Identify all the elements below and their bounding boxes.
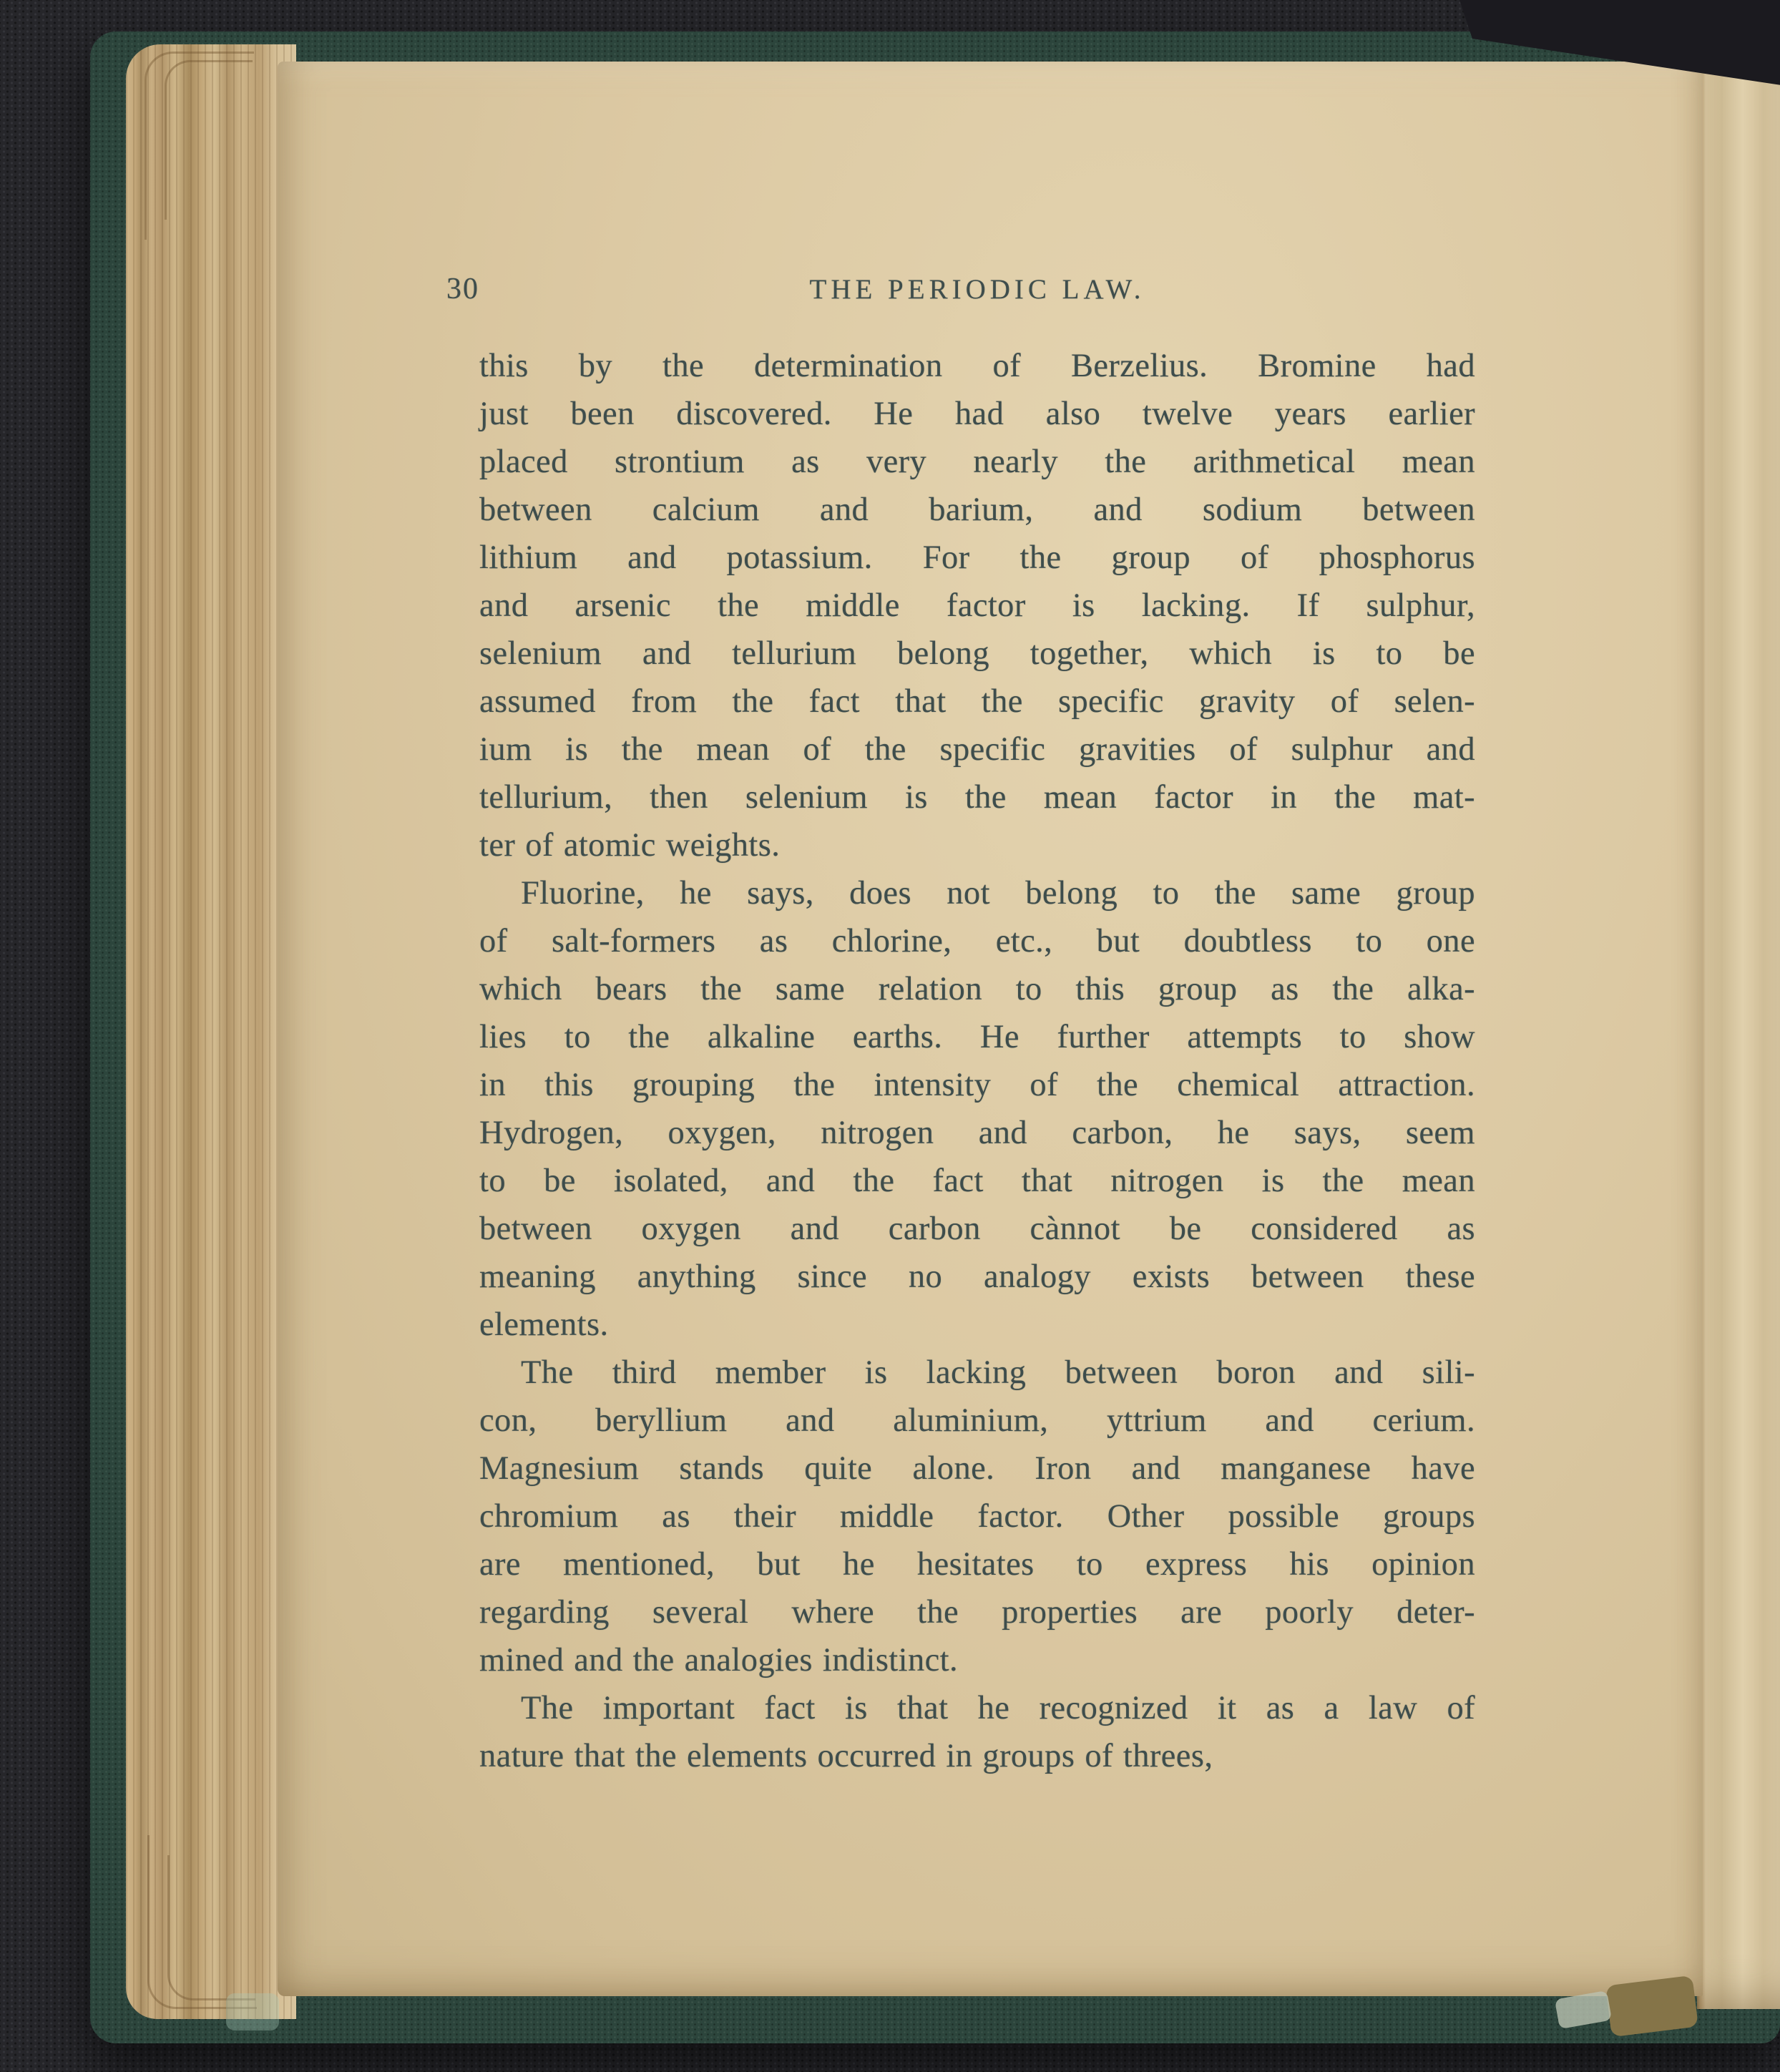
page-stack-fore-edges bbox=[126, 44, 296, 2019]
text-line: lies to the alkaline earths. He further attempts to show bbox=[479, 1019, 1475, 1055]
text-line: and arsenic the middle factor is lacking. If sulphur, bbox=[479, 587, 1475, 624]
text-line: Magnesium stands quite alone. Iron and manganese have bbox=[479, 1450, 1475, 1487]
text-line: placed strontium as very nearly the arithmetical mean bbox=[479, 444, 1475, 480]
underlying-page-fore-edge bbox=[1697, 68, 1780, 2009]
paragraph bbox=[479, 869, 1475, 1349]
text-line: mined and the analogies indistinct. bbox=[479, 1642, 958, 1678]
text-line: ter of atomic weights. bbox=[479, 827, 781, 864]
text-line: elements. bbox=[479, 1306, 609, 1343]
paragraph bbox=[479, 342, 1475, 869]
text-line: this by the determination of Berzelius. Bromine had bbox=[479, 348, 1475, 384]
paragraph bbox=[479, 1684, 1475, 1780]
running-head bbox=[278, 268, 1703, 311]
text-line: between oxygen and carbon cànnot be considered as bbox=[479, 1211, 1475, 1247]
text-line: just been discovered. He had also twelve years earlier bbox=[479, 396, 1475, 432]
text-line: ium is the mean of the specific gravities of sulphur and bbox=[479, 731, 1475, 768]
text-line: chromium as their middle factor. Other possible groups bbox=[479, 1498, 1475, 1535]
page-edge-curve bbox=[165, 60, 253, 220]
text-line: The third member is lacking between boron and sili- bbox=[521, 1354, 1475, 1391]
worn-corner-patch bbox=[1605, 1975, 1698, 2037]
page-edge-curve bbox=[147, 1835, 257, 2009]
text-line: meaning anything since no analogy exists between these bbox=[479, 1259, 1475, 1295]
text-line: con, beryllium and aluminium, yttrium and cerium. bbox=[479, 1402, 1475, 1439]
text-line: lithium and potassium. For the group of phosphorus bbox=[479, 539, 1475, 576]
text-line: Hydrogen, oxygen, nitrogen and carbon, he says, seem bbox=[479, 1115, 1475, 1151]
text-line: of salt-formers as chlorine, etc., but doubtless to one bbox=[479, 923, 1475, 959]
paragraph bbox=[479, 1349, 1475, 1684]
book-page bbox=[278, 62, 1703, 1996]
worn-cover-speckle bbox=[226, 1993, 279, 2031]
text-line: tellurium, then selenium is the mean factor in the mat- bbox=[479, 779, 1475, 816]
page-edge-curve bbox=[167, 1855, 255, 2000]
page-edge-curve bbox=[145, 52, 254, 240]
text-line: The important fact is that he recognized it as a law of bbox=[521, 1690, 1475, 1726]
text-line: are mentioned, but he hesitates to express his opinion bbox=[479, 1546, 1475, 1583]
text-line: Fluorine, he says, does not belong to the same group bbox=[521, 875, 1475, 912]
text-line: regarding several where the properties are poorly deter- bbox=[479, 1594, 1475, 1631]
text-line: assumed from the fact that the specific gravity of selen- bbox=[479, 683, 1475, 720]
page-number: 30 bbox=[446, 273, 479, 306]
text-line: which bears the same relation to this group as the alka- bbox=[479, 971, 1475, 1007]
text-line: in this grouping the intensity of the chemical attraction. bbox=[479, 1067, 1475, 1103]
text-line: selenium and tellurium belong together, which is to be bbox=[479, 635, 1475, 672]
text-line: to be isolated, and the fact that nitrogen is the mean bbox=[479, 1163, 1475, 1199]
running-title: THE PERIODIC LAW. bbox=[809, 274, 1145, 305]
page-body-text bbox=[479, 342, 1475, 1780]
text-line: nature that the elements occurred in groups of threes, bbox=[479, 1738, 1213, 1774]
text-line: between calcium and barium, and sodium between bbox=[479, 492, 1475, 528]
